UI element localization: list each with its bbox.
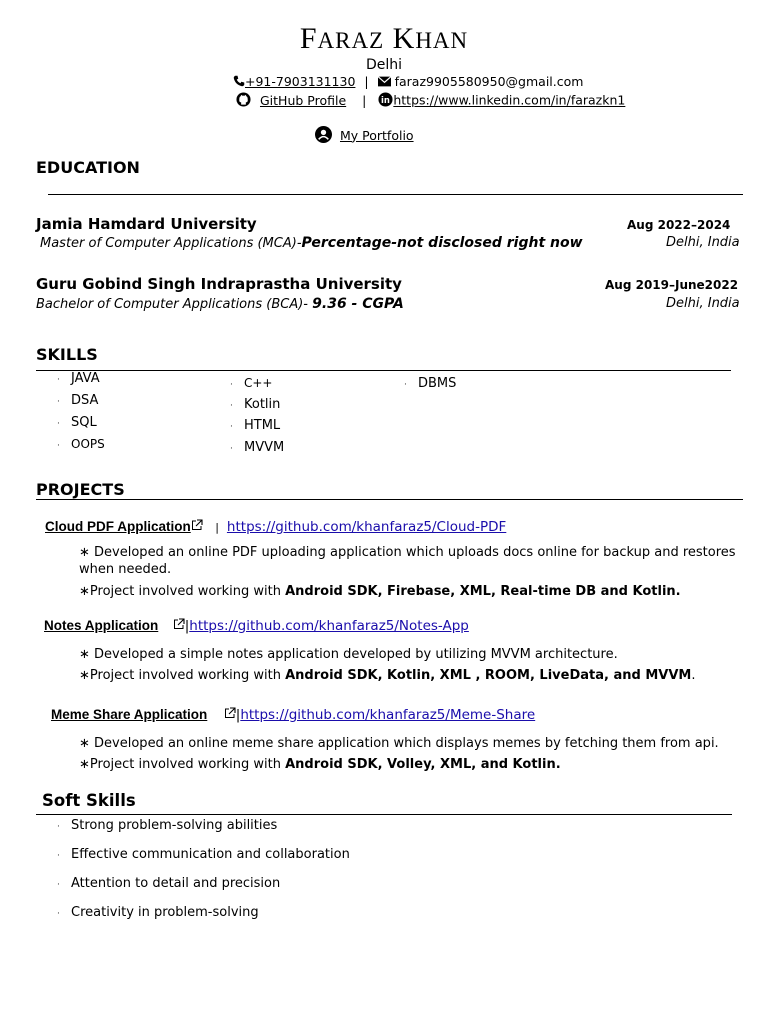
skill-item: · DSA	[57, 393, 99, 408]
project-title[interactable]: Meme Share Application	[51, 707, 208, 723]
portfolio-line	[315, 126, 414, 146]
project-header	[44, 617, 469, 635]
soft-skill-item: · Creativity in problem-solving	[57, 905, 259, 920]
skill-item: · HTML	[230, 418, 281, 433]
soft-skills-heading: Soft Skills	[42, 791, 136, 810]
project-tech: ∗Project involved working with Android SDK, Kotlin, XML , ROOM, LiveData, and MVVM.	[79, 668, 696, 683]
skill-item: · Kotlin	[230, 397, 281, 412]
project-tech: ∗Project involved working with Android SDK, Firebase, XML, Real-time DB and Kotlin.	[79, 584, 681, 599]
github-profile-link[interactable]: GitHub Profile	[259, 92, 347, 108]
soft-skill-item: · Attention to detail and precision	[57, 876, 281, 891]
phone-link[interactable]: +91-7903131130	[245, 74, 356, 89]
skill-item: · OOPS	[57, 437, 105, 451]
project-tech: ∗Project involved working with Android SDK, Volley, XML, and Kotlin.	[79, 757, 561, 772]
project-repo-link[interactable]: https://github.com/khanfaraz5/Notes-App	[189, 618, 469, 635]
soft-skills-divider	[36, 814, 732, 815]
portfolio-link[interactable]: My Portfolio	[339, 127, 414, 143]
github-icon	[236, 92, 251, 110]
skills-heading: SKILLS	[36, 345, 98, 364]
skill-item: · C++	[230, 376, 273, 390]
education-institution: Guru Gobind Singh Indraprastha University	[36, 275, 402, 293]
project-title[interactable]: Notes Application	[44, 618, 159, 634]
user-icon	[315, 126, 332, 146]
email-link[interactable]: faraz9905580950@gmail.com	[394, 74, 584, 89]
linkedin-link[interactable]: https://www.linkedin.com/in/farazkn1	[393, 92, 626, 108]
skill-item: · DBMS	[404, 376, 457, 391]
projects-heading: PROJECTS	[36, 480, 125, 499]
separator: |	[235, 707, 241, 724]
svg-text:in: in	[381, 94, 391, 105]
project-header	[51, 706, 535, 724]
phone-icon	[233, 75, 245, 90]
external-link-icon[interactable]	[173, 617, 185, 635]
skill-item: · MVVM	[230, 440, 285, 455]
separator: |	[184, 618, 190, 635]
project-description-cont: when needed.	[79, 562, 172, 577]
project-header	[45, 518, 506, 536]
education-degree: Master of Computer Applications (MCA)-Percentage-not disclosed right now	[40, 235, 583, 251]
profile-links	[236, 92, 625, 110]
project-repo-link[interactable]: https://github.com/khanfaraz5/Meme-Share	[240, 707, 536, 724]
city: Delhi	[365, 57, 403, 73]
external-link-icon[interactable]	[191, 518, 203, 536]
project-description: ∗ Developed an online meme share application which displays memes by fetching them from api.	[79, 736, 719, 751]
skill-item: · JAVA	[57, 371, 100, 386]
project-description: ∗ Developed an online PDF uploading application which uploads docs online for backup and restores	[79, 545, 736, 560]
skill-item: · SQL	[57, 415, 97, 430]
contact-line	[233, 74, 583, 90]
education-degree: Bachelor of Computer Applications (BCA)- 9.36 - CGPA	[36, 296, 404, 312]
education-institution: Jamia Hamdard University	[36, 215, 257, 233]
projects-divider	[36, 499, 743, 500]
education-dates: Aug 2019–June2022	[605, 278, 739, 292]
education-divider	[48, 194, 743, 195]
linkedin-icon	[378, 92, 393, 110]
envelope-icon	[378, 75, 391, 90]
separator: |	[362, 92, 367, 108]
education-location: Delhi, India	[666, 235, 740, 250]
project-repo-link[interactable]: https://github.com/khanfaraz5/Cloud-PDF	[226, 519, 507, 536]
skills-divider	[36, 370, 731, 371]
education-heading: EDUCATION	[36, 158, 140, 177]
external-link-icon[interactable]	[224, 706, 236, 724]
soft-skill-item: · Strong problem-solving abilities	[57, 818, 278, 833]
education-dates: Aug 2022–2024	[627, 218, 731, 232]
soft-skill-item: · Effective communication and collaboration	[57, 847, 350, 862]
project-title[interactable]: Cloud PDF Application	[45, 519, 191, 535]
separator: |	[364, 74, 369, 89]
project-description: ∗ Developed a simple notes application developed by utilizing MVVM architecture.	[79, 647, 618, 662]
separator: |	[215, 521, 219, 535]
education-location: Delhi, India	[666, 296, 740, 311]
candidate-name: FARAZ KHAN	[299, 22, 469, 55]
